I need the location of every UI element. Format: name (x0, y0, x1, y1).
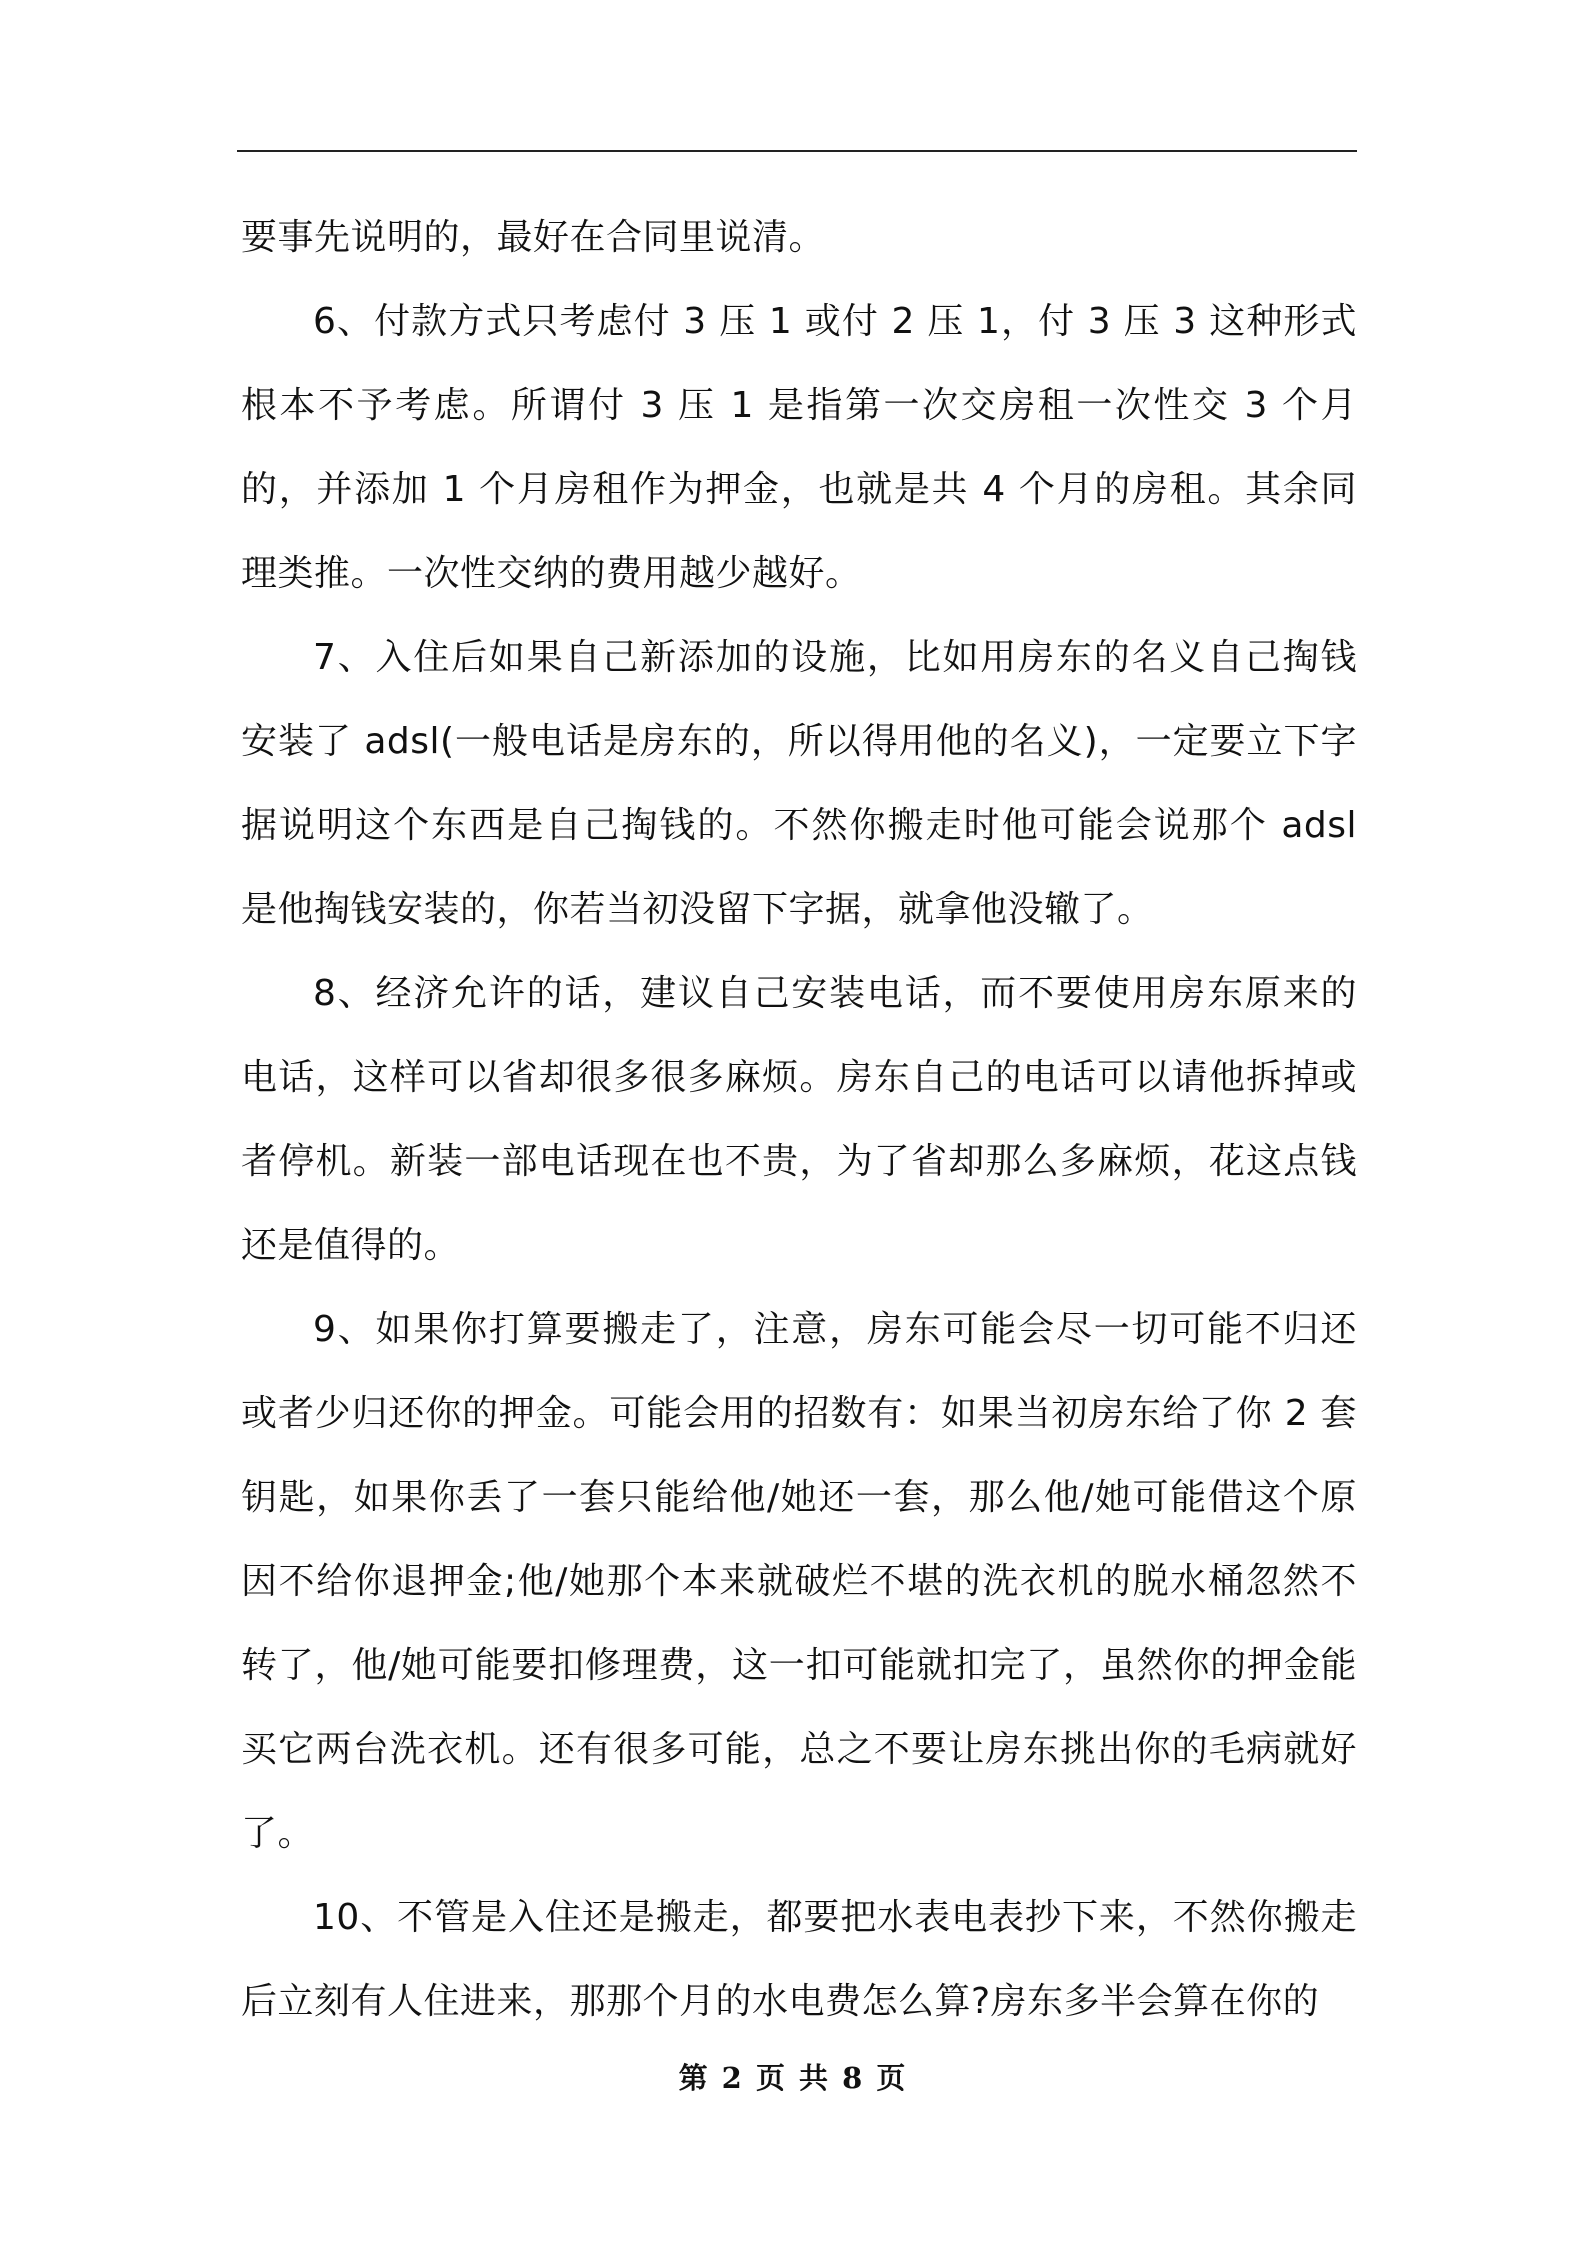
document-body (241, 196, 1357, 2044)
paragraph-item-8: 8、经济允许的话，建议自己安装电话，而不要使用房东原来的电话，这样可以省却很多很多麻烦。房东自己的电话可以请他拆掉或者停机。新装一部电话现在也不贵，为了省却那么多麻烦，花这点钱还是值得的。 (241, 973, 1357, 1266)
paragraph-continuation: 要事先说明的，最好在合同里说清。 (241, 217, 826, 258)
paragraph-item-7: 7、入住后如果自己新添加的设施，比如用房东的名义自己掏钱安装了 adsl(一般电话是房东的，所以得用他的名义)，一定要立下字据说明这个东西是自己掏钱的。不然你搬走时他可能会说那个 adsl 是他掏钱安装的，你若当初没留下字据，就拿他没辙了。 (241, 637, 1357, 930)
paragraph-item-9: 9、如果你打算要搬走了，注意，房东可能会尽一切可能不归还或者少归还你的押金。可能会用的招数有：如果当初房东给了你 2 套钥匙，如果你丢了一套只能给他/她还一套，那么他/她可能借这个原因不给你退押金;他/她那个本来就破烂不堪的洗衣机的脱水桶忽然不转了，他/她可能要扣修理费，这一扣可能就扣完了，虽然你的押金能买它两台洗衣机。还有很多可能，总之不要让房东挑出你的毛病就好了。 (241, 1309, 1357, 1854)
paragraph-item-10: 10、不管是入住还是搬走，都要把水表电表抄下来，不然你搬走后立刻有人住进来，那那个月的水电费怎么算?房东多半会算在你的 (241, 1897, 1357, 2022)
header-rule (237, 150, 1357, 152)
page-number-footer: 第 2 页 共 8 页 (678, 2061, 908, 2095)
paragraph-item-6: 6、付款方式只考虑付 3 压 1 或付 2 压 1，付 3 压 3 这种形式根本不予考虑。所谓付 3 压 1 是指第一次交房租一次性交 3 个月的，并添加 1 个月房租作为押金，也就是共 4 个月的房租。其余同理类推。一次性交纳的费用越少越好。 (241, 301, 1357, 594)
